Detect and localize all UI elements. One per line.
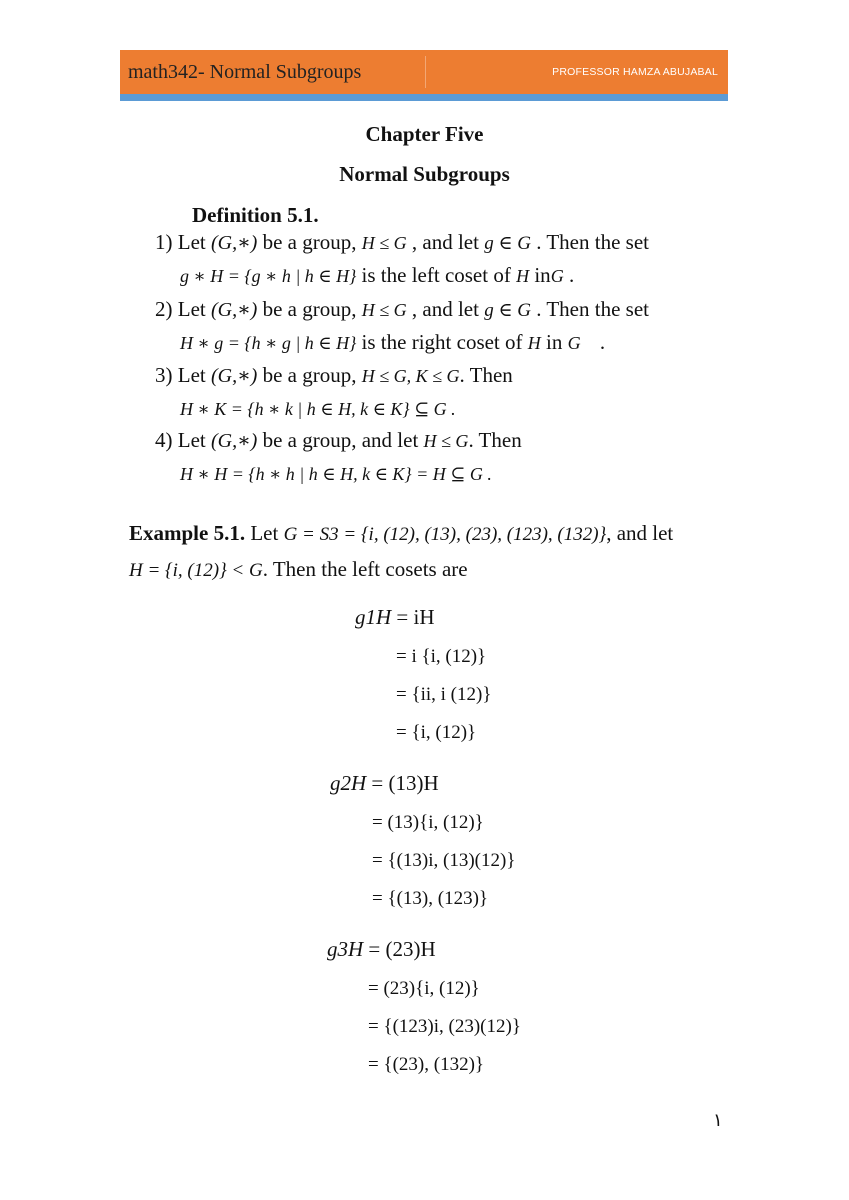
coset-3-line: = (23){i, (12)}	[368, 978, 480, 999]
coset-1-line: = {i, (12)}	[396, 722, 477, 743]
coset-1-line: = {ii, i (12)}	[396, 684, 492, 705]
definition-heading: Definition 5.1.	[192, 203, 319, 227]
example-line-2: H = {i, (12)} < G. Then the left cosets are	[129, 557, 468, 581]
square-set-formula: H ∗ H = {h ∗ h | h ∈ H, k ∈ K} = H ⊆ G .	[180, 464, 492, 484]
example-heading: Example 5.1.	[129, 521, 246, 545]
page-header	[120, 50, 728, 94]
course-title: math342- Normal Subgroups	[128, 61, 362, 83]
coset-2-first-line: g2H = (13)H	[330, 771, 439, 795]
coset-2-line: = {(13)i, (13)(12)}	[372, 850, 516, 871]
header-accent-bar	[120, 94, 728, 101]
coset-3-line: = {(123)i, (23)(12)}	[368, 1016, 521, 1037]
section-title: Normal Subgroups	[339, 162, 510, 186]
chapter-heading: Chapter Five	[365, 122, 484, 146]
def-item-1-formula-line: g ∗ H = {g ∗ h | h ∈ H} is the left coset of H inG .	[180, 263, 575, 287]
product-set-formula: H ∗ K = {h ∗ k | h ∈ H, k ∈ K} ⊆ G .	[180, 399, 456, 419]
left-coset-formula: g ∗ H = {g ∗ h | h ∈ H}	[180, 266, 357, 286]
example-line-1: Example 5.1. Let G = S3 = {i, (12), (13), (23), (123), (132)}, and let	[129, 521, 674, 545]
header-divider	[425, 56, 426, 88]
coset-3-line: = {(23), (132)}	[368, 1054, 485, 1075]
group-definition: G = S3 = {i, (12), (13), (23), (123), (132)}	[283, 524, 607, 545]
coset-3-first-line: g3H = (23)H	[327, 937, 436, 961]
def-item-2-line: 2) Let (G,∗) be a group, H ≤ G , and let g ∈ G . Then the set	[155, 297, 649, 321]
def-item-4-line: 4) Let (G,∗) be a group, and let H ≤ G. Then	[155, 428, 522, 452]
author-name: PROFESSOR HAMZA ABUJABAL	[552, 66, 718, 78]
coset-2-line: = (13){i, (12)}	[372, 812, 484, 833]
def-item-2-formula-line: H ∗ g = {h ∗ g | h ∈ H} is the right coset of H in G .	[180, 330, 606, 354]
page-number: ١	[713, 1110, 723, 1131]
right-coset-formula: H ∗ g = {h ∗ g | h ∈ H}	[180, 333, 357, 353]
def-item-3-line: 3) Let (G,∗) be a group, H ≤ G, K ≤ G. Then	[155, 363, 513, 387]
coset-1-first-line: g1H = iH	[355, 605, 435, 629]
def-item-4-formula-line	[180, 461, 492, 486]
def-item-1-line: 1) Let (G,∗) be a group, H ≤ G , and let g ∈ G . Then the set	[155, 230, 649, 254]
def-item-3-formula-line	[180, 396, 456, 421]
subgroup-definition: H = {i, (12)} < G	[129, 560, 263, 581]
coset-2-line: = {(13), (123)}	[372, 888, 489, 909]
coset-1-line: = i {i, (12)}	[396, 646, 487, 667]
